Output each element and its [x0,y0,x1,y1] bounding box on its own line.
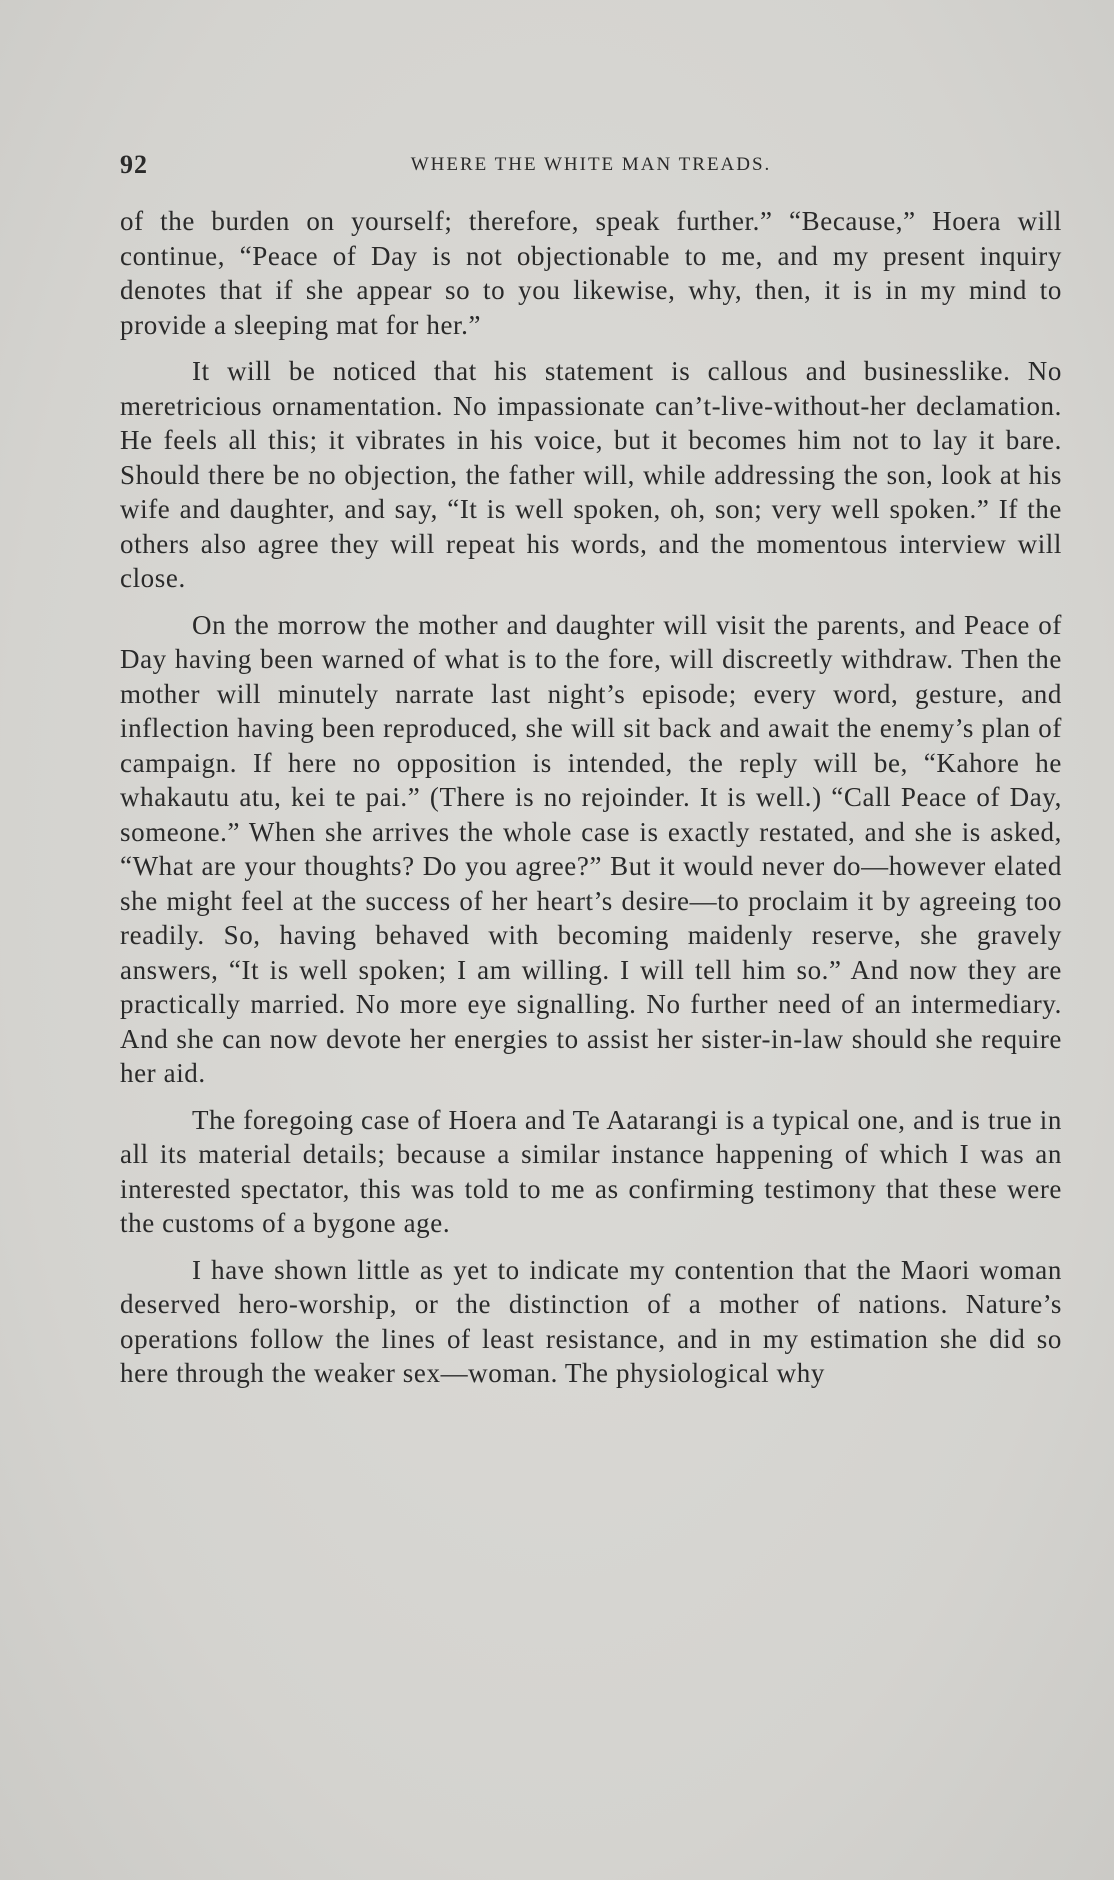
paragraph: It will be noticed that his statement is callous and businesslike. No meretricious ornamentation. No impassionate can’t-live-without-her declamation. He feels all this; it vibrates in his voice, but it becomes him not to lay it bare. Should there be no objection, the father will, while addressing the son, look at his wife and daughter, and say, “It is well spoken, oh, son; very well spoken.” If the others also agree they will repeat his words, and the momentous interview will close. [120,356,1062,593]
page-header [120,150,1062,180]
paragraph-continued: of the burden on yourself; therefore, speak further.” “Because,” Hoera will continue, “Peace of Day is not objectionable to me, and my present inquiry denotes that if she appear so to you likewise, why, then, it is in my mind to provide a sleeping mat for her.” [120,206,1062,340]
body-text [120,204,1062,1403]
paragraph: I have shown little as yet to indicate my contention that the Maori woman deserved hero-worship, or the distinction of a mother of nations. Nature’s operations follow the lines of least resistance, and in my estimation she did so here through the weaker sex—woman. The physiological why [120,1254,1062,1388]
running-title: WHERE THE WHITE MAN TREADS. [410,154,772,175]
page-number: 92 [120,150,148,179]
paragraph: On the morrow the mother and daughter will visit the parents, and Peace of Day having been warned of what is to the fore, will discreetly withdraw. Then the mother will minutely narrate last night’s episode; every word, gesture, and inflection having been reproduced, she will sit back and await the enemy’s plan of campaign. If here no opposition is intended, the reply will be, “Kahore he whakautu atu, kei te pai.” (There is no rejoinder. It is well.) “Call Peace of Day, someone.” When she arrives the whole case is exactly restated, and she is asked, “What are your thoughts? Do you agree?” But it would never do—however elated she might feel at the success of her heart’s desire—to proclaim it by agreeing too readily. So, having behaved with becoming maidenly reserve, she gravely answers, “It is well spoken; I am willing. I will tell him so.” And now they are practically married. No more eye signalling. No further need of an intermediary. And she can now devote her energies to assist her sister-in-law should she require her aid. [120,609,1062,1088]
paragraph: The foregoing case of Hoera and Te Aatarangi is a typical one, and is true in all its material details; because a similar instance happening of which I was an interested spectator, this was told to me as confirming testimony that these were the customs of a bygone age. [120,1104,1062,1238]
